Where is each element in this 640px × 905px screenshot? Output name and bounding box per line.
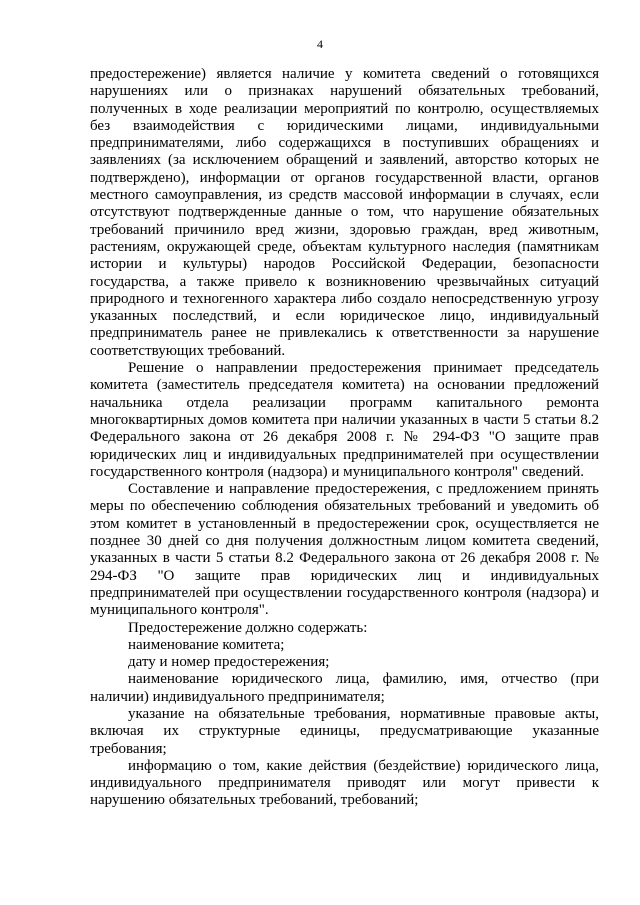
list-item-committee-name: наименование комитета; (128, 636, 285, 653)
page-number: 4 (317, 37, 323, 51)
paragraph-decision: Решение о направлении предостережения принимает председатель комитета (заместитель председателя комитета) на основании предложений начальника отдела реализации программ капитального ремонта многоквартирных домов комитета при наличии указанных в части 5 статьи 8.2 Федерального закона от 26 декабря 2008 г. № 294-ФЗ "О защите прав юридических лиц и индивидуальных предпринимателей при осуществлении государственного контроля (надзора) и муниципального контроля" сведений. (90, 360, 599, 480)
list-item-actions-info: информацию о том, какие действия (бездействие) юридического лица, индивидуального предпринимателя приводят или могут привести к нарушению обязательных требований, требований; (90, 757, 599, 809)
list-item-entity-name: наименование юридического лица, фамилию, имя, отчество (при наличии) индивидуального предпринимателя; (90, 671, 599, 705)
paragraph-contents-intro: Предостережение должно содержать: (128, 619, 368, 636)
paragraph-compilation: Составление и направление предостережения, с предложением принять меры по обеспечению соблюдения обязательных требований и уведомить об этом комитет в установленный в предостережении срок, осуществляется не позднее 30 дней со дня получения должностным лицом комитета сведений, указанных в части 5 статьи 8.2 Федерального закона от 26 декабря 2008 г. № 294-ФЗ "О защите прав юридических лиц и индивидуальных предпринимателей при осуществлении государственного контроля (надзора) и муниципального контроля". (90, 481, 599, 619)
paragraph-warning-grounds: предостережение) является наличие у комитета сведений о готовящихся нарушениях или о признаках нарушений обязательных требований, полученных в ходе реализации мероприятий по контролю, осуществляемых без взаимодействия с юридическими лицами, индивидуальными предпринимателями, либо содержащихся в поступивших обращениях и заявлениях (за исключением обращений и заявлений, авторство которых не подтверждено), информации от органов государственной власти, органов местного самоуправления, из средств массовой информации в случаях, если отсутствуют подтвержденные данные о том, что нарушение обязательных требований причинило вред жизни, здоровью граждан, вред животным, растениям, окружающей среде, объектам культурного наследия (памятникам истории и культуры) народов Российской Федерации, безопасности государства, а также привело к возникновению чрезвычайных ситуаций природного и техногенного характера либо создало непосредственную угрозу указанных последствий, и если юридическое лицо, индивидуальный предприниматель ранее не привлекались к ответственности за нарушение соответствующих требований. (90, 66, 599, 359)
document-body (90, 66, 599, 810)
list-item-requirements: указание на обязательные требования, нормативные правовые акты, включая их структурные единицы, предусматривающие указанные требования; (90, 705, 599, 757)
list-item-date-number: дату и номер предостережения; (128, 654, 330, 671)
